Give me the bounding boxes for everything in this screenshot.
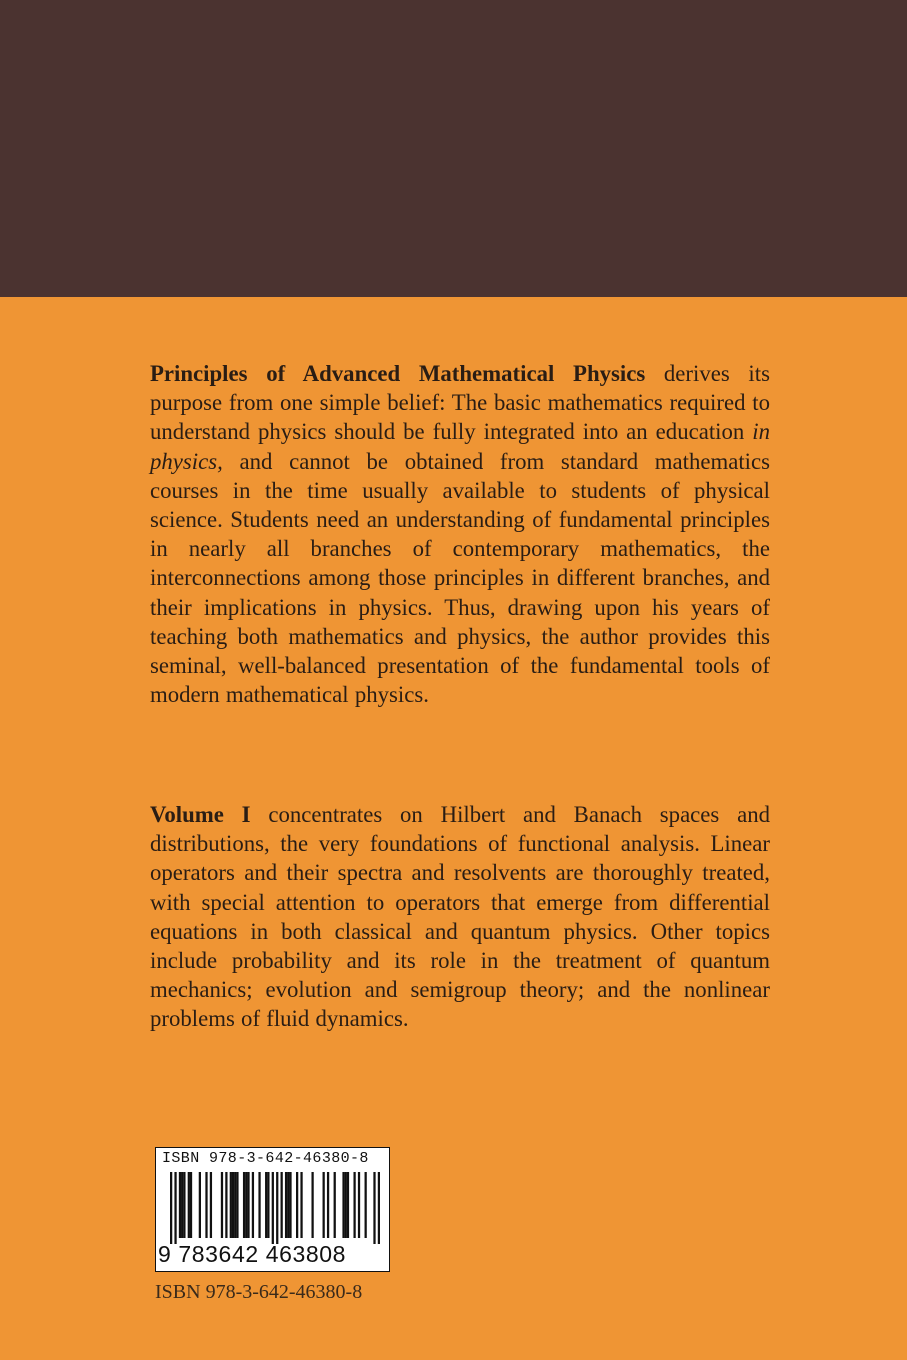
- barcode-bar: [287, 1172, 289, 1238]
- barcode-bar: [234, 1172, 236, 1238]
- volume-label: Volume I: [150, 802, 251, 827]
- barcode-bar: [205, 1172, 207, 1238]
- isbn-text: ISBN 978-3-642-46380-8: [155, 1281, 363, 1303]
- barcode-bar: [183, 1172, 185, 1238]
- barcode-bar: [181, 1172, 183, 1238]
- volume-description: concentrates on Hilbert and Banach spaces and distributions, the very foundations of functional analysis. Linear operators and their spectra and resolvents are thoroughly treated, with special attention to operators that emerge from differential equations in both classical and quantum physics. Other topics include probability and its role in the treatment of quantum mechanics; evolution and semigroup theory; and the nonlinear problems of fluid dynamics.: [150, 802, 770, 1032]
- barcode-bar: [289, 1172, 291, 1238]
- barcode-bar: [265, 1172, 267, 1238]
- barcode-bar: [272, 1172, 274, 1244]
- barcode-bar: [358, 1172, 360, 1238]
- barcode-bar: [190, 1172, 192, 1238]
- barcode-bars: [170, 1172, 380, 1244]
- blurb-text-a: derives its purpose from one simple belief: The basic mathematics required to understand physics should be fully integrated into an education: [150, 361, 770, 445]
- blurb-paragraph-2: [150, 800, 770, 1034]
- barcode-bar: [230, 1172, 232, 1238]
- barcode-bar: [232, 1172, 234, 1238]
- barcode-bar: [276, 1172, 278, 1244]
- blurb-emphasis: in physics,: [150, 419, 770, 474]
- barcode-bar: [210, 1172, 212, 1238]
- barcode-bar: [199, 1172, 201, 1238]
- barcode-bar: [243, 1172, 245, 1238]
- barcode-bar: [267, 1172, 269, 1238]
- barcode-bar: [188, 1172, 190, 1238]
- barcode-isbn-label: ISBN 978-3-642-46380-8: [162, 1150, 369, 1167]
- barcode-bar: [378, 1172, 380, 1244]
- blurb-text-b: and cannot be obtained from standard mathematics courses in the time usually available to students of physical science. Students need an understanding of fundamental principles in nearly all branches of contemporary mathematics, the interconnections among those principles in different branches, and their implications in physics. Thus, drawing upon his years of teaching both mathematics and physics, the author provides this seminal, well-balanced presentation of the fundamental tools of modern mathematical physics.: [150, 448, 770, 708]
- barcode-bar: [347, 1172, 349, 1238]
- barcode-bar: [281, 1172, 283, 1238]
- barcode-bar: [311, 1172, 313, 1238]
- barcode-bar: [179, 1172, 181, 1238]
- barcode-bar: [252, 1172, 254, 1238]
- barcode-bar: [245, 1172, 247, 1238]
- barcode-bar: [170, 1172, 172, 1244]
- barcode: [155, 1147, 390, 1272]
- barcode-bar: [285, 1172, 287, 1238]
- barcode-bar: [342, 1172, 344, 1238]
- barcode-bar: [236, 1172, 238, 1238]
- barcode-digits: 9 783642 463808: [158, 1241, 347, 1267]
- barcode-bar: [174, 1172, 176, 1244]
- barcode-bar: [225, 1172, 227, 1238]
- barcode-bar: [365, 1172, 367, 1238]
- barcode-bar: [258, 1172, 260, 1238]
- barcode-bar: [300, 1172, 302, 1238]
- barcode-bar: [373, 1172, 375, 1244]
- blurb-paragraph-1: [150, 359, 770, 709]
- barcode-bar: [353, 1172, 355, 1238]
- top-color-band: [0, 0, 907, 297]
- barcode-bar: [296, 1172, 298, 1238]
- barcode-bar: [247, 1172, 249, 1238]
- barcode-bar: [334, 1172, 336, 1238]
- barcode-bar: [327, 1172, 329, 1238]
- book-title: Principles of Advanced Mathematical Physics: [150, 361, 646, 386]
- barcode-bar: [345, 1172, 347, 1238]
- barcode-bar: [221, 1172, 223, 1238]
- barcode-bar: [323, 1172, 325, 1238]
